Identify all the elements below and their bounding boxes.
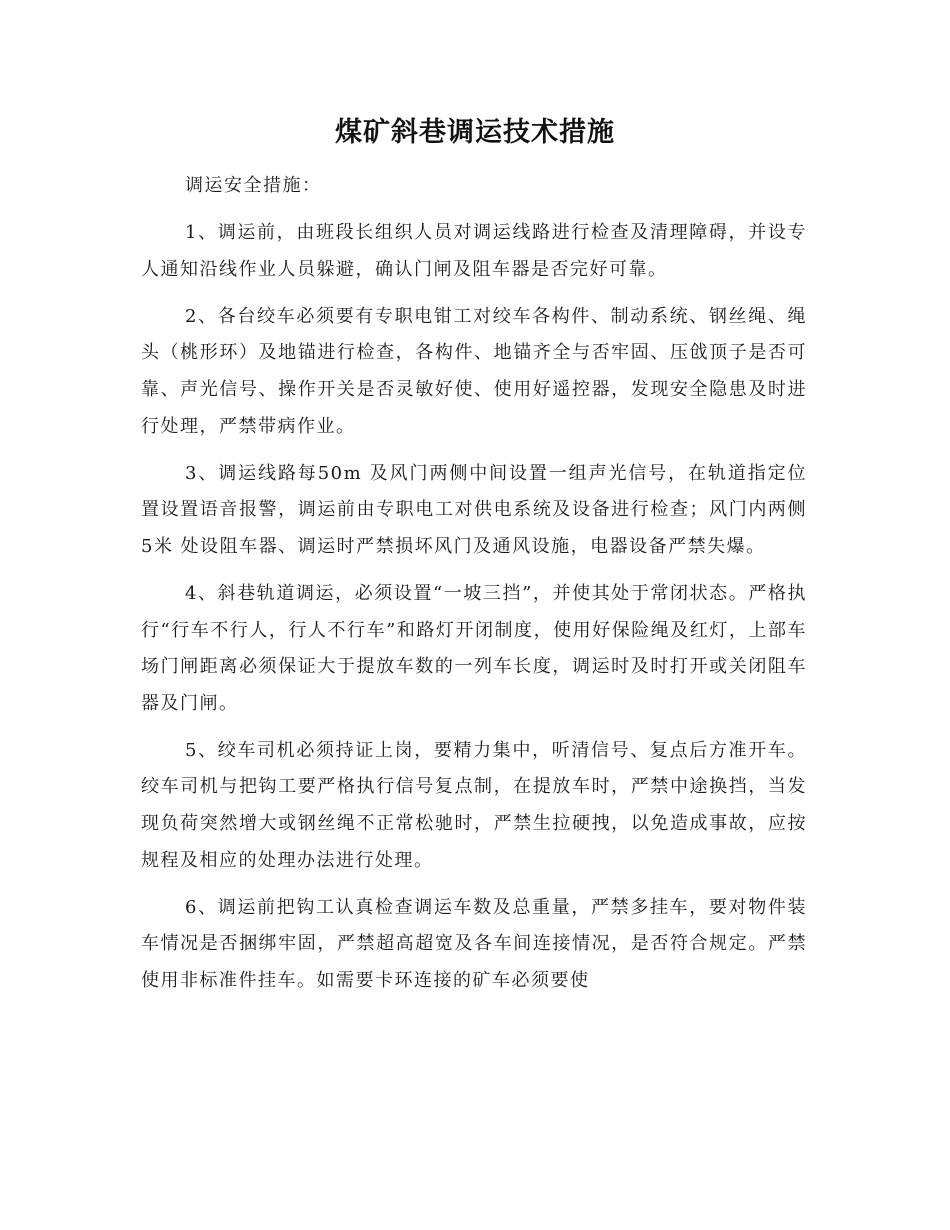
section-heading: 调运安全措施：	[185, 175, 322, 196]
document-title: 煤矿斜巷调运技术措施	[335, 117, 615, 148]
paragraph-6: 6、调运前把钩工认真检查调运车数及总重量，严禁多挂车，要对物件装车情况是否捆绑牢固，严禁超高超宽及各车间连接情况，是否符合规定。严禁使用非标准件挂车。如需要卡环连接的矿车必须要使	[141, 896, 807, 991]
document-body	[141, 168, 807, 1010]
paragraph-5: 5、绞车司机必须持证上岗，要精力集中，听清信号、复点后方准开车。绞车司机与把钩工要严格执行信号复点制，在提放车时，严禁中途换挡，当发现负荷突然增大或钢丝绳不正常松驰时，严禁生拉硬拽，以免造成事故，应按规程及相应的处理办法进行处理。	[141, 739, 807, 871]
paragraph-4: 4、斜巷轨道调运，必须设置“一坡三挡”，并使其处于常闭状态。严格执行“行车不行人，行人不行车”和路灯开闭制度，使用好保险绳及红灯，上部车场门闸距离必须保证大于提放车数的一列车长度，调运时及时打开或关闭阻车器及门闸。	[141, 582, 807, 714]
paragraph-3: 3、调运线路每50m 及风门两侧中间设置一组声光信号，在轨道指定位置设置语音报警，调运前由专职电工对供电系统及设备进行检查；风门内两侧5米 处设阻车器、调运时严禁损坏风门及通风设施，电器设备严禁失爆。	[141, 462, 807, 557]
paragraph-2: 2、各台绞车必须要有专职电钳工对绞车各构件、制动系统、钢丝绳、绳头（桃形环）及地锚进行检查，各构件、地锚齐全与否牢固、压戗顶子是否可靠、声光信号、操作开关是否灵敏好使、使用好遥控器，发现安全隐患及时进行处理，严禁带病作业。	[141, 305, 807, 437]
paragraph-1: 1、调运前，由班段长组织人员对调运线路进行检查及清理障碍，并设专人通知沿线作业人员躲避，确认门闸及阻车器是否完好可靠。	[141, 222, 807, 280]
